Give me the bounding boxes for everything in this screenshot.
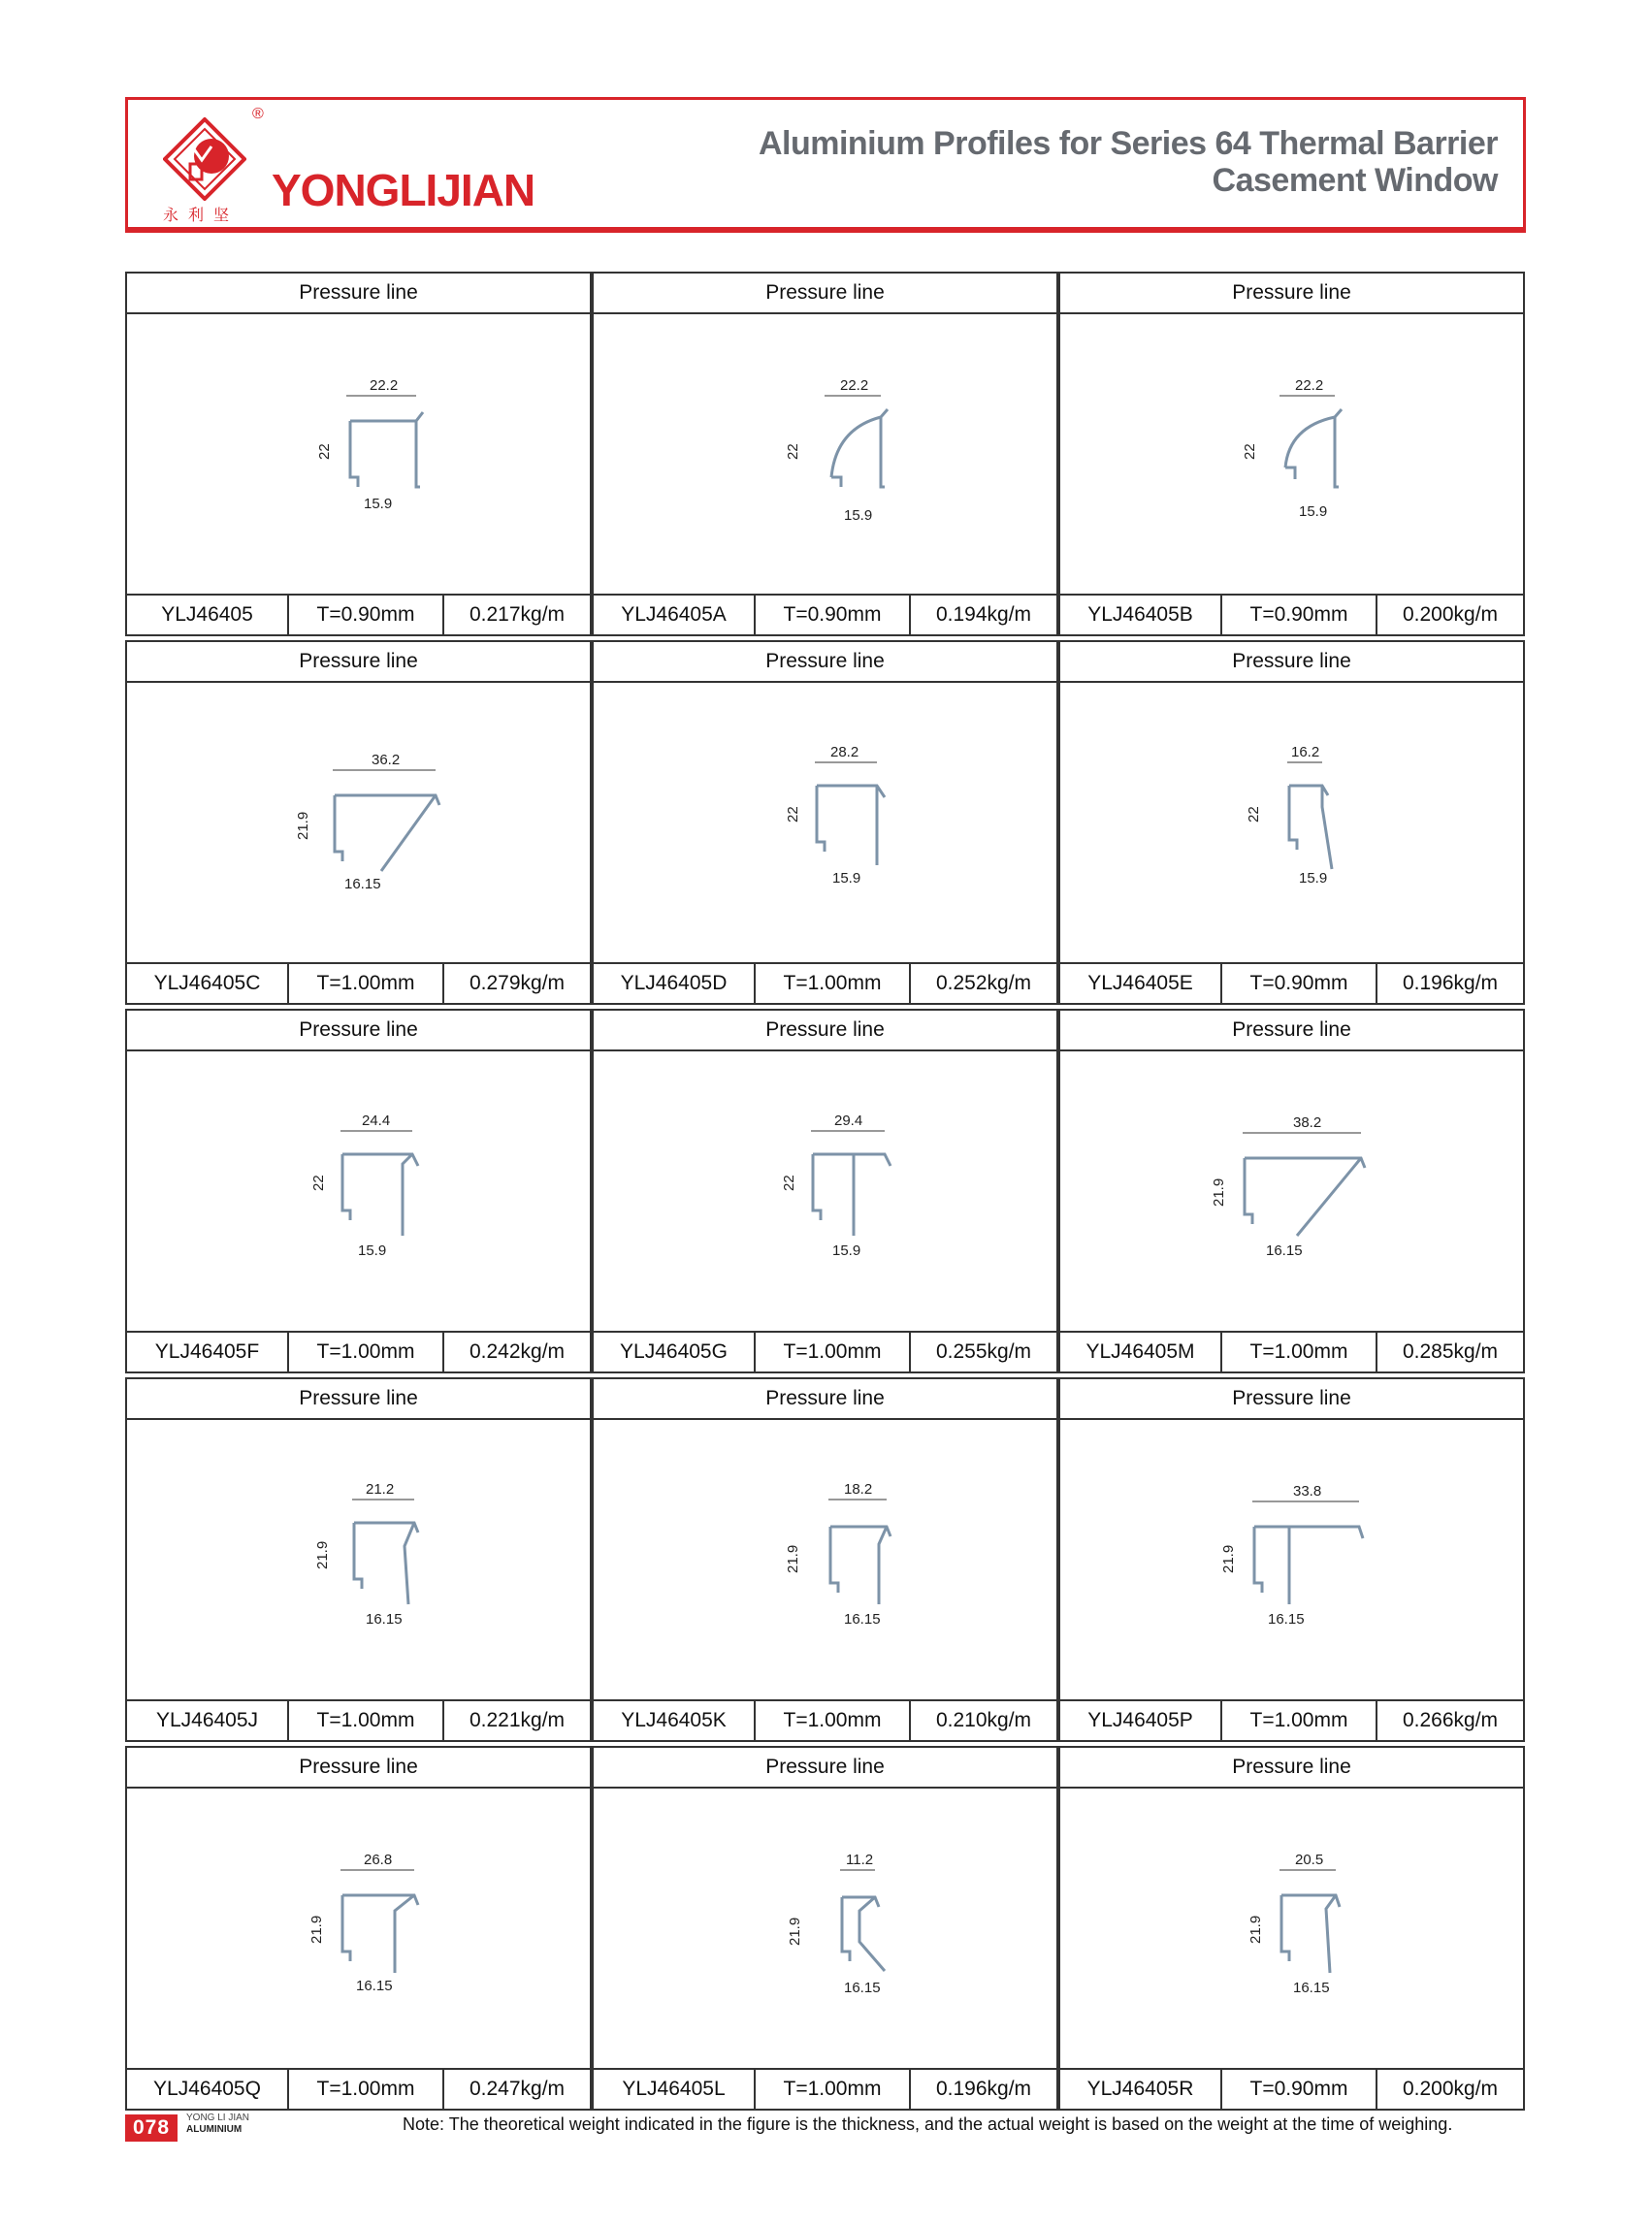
- page-number: 078: [125, 2114, 178, 2142]
- profile-cell: [125, 1009, 592, 1373]
- profile-drawing-svg: [127, 1787, 590, 2072]
- profile-drawing-svg: [1060, 312, 1523, 597]
- profile-cell: [1058, 640, 1525, 1005]
- footer-brand-line2: ALUMINIUM: [186, 2124, 243, 2135]
- profile-drawing: [127, 681, 590, 966]
- dim-width: 11.2: [846, 1852, 874, 1868]
- profile-cell: [592, 640, 1058, 1005]
- dim-width: 18.2: [844, 1481, 873, 1498]
- dim-height: 21.9: [1220, 1544, 1237, 1573]
- dim-height: 22: [1246, 806, 1262, 823]
- profile-cell: [1058, 1377, 1525, 1742]
- registered-mark: ®: [252, 106, 264, 122]
- profile-weight: 0.217kg/m: [469, 603, 566, 626]
- profile-drawing-svg: [594, 312, 1056, 597]
- profile-specs: [1060, 2068, 1523, 2109]
- dim-width: 36.2: [372, 752, 401, 768]
- profile-specs: [1060, 1331, 1523, 1371]
- dim-base: 15.9: [844, 507, 873, 524]
- dim-base: 16.15: [356, 1978, 393, 1994]
- profile-specs: [127, 2068, 590, 2109]
- profile-specs: [127, 962, 590, 1003]
- profile-code: YLJ46405J: [127, 1701, 289, 1740]
- profile-label: Pressure line: [594, 1011, 1056, 1051]
- profile-thickness: T=0.90mm: [289, 596, 444, 634]
- profile-label: Pressure line: [594, 274, 1056, 314]
- profile-cell: [592, 1009, 1058, 1373]
- profile-drawing: [594, 681, 1056, 966]
- brand-cn: 永利坚: [163, 208, 240, 224]
- dim-width: 16.2: [1291, 744, 1320, 760]
- profile-code: YLJ46405A: [594, 596, 756, 634]
- profile-thickness: T=0.90mm: [756, 596, 911, 634]
- dim-width: 21.2: [366, 1481, 395, 1498]
- profile-drawing-svg: [1060, 681, 1523, 966]
- profile-specs: [127, 1699, 590, 1740]
- profile-label: Pressure line: [127, 274, 590, 314]
- profile-code: YLJ46405K: [594, 1701, 756, 1740]
- dim-height: 21.9: [1211, 1178, 1227, 1207]
- table-row: [125, 1377, 1526, 1742]
- profile-drawing: [127, 1787, 590, 2072]
- profile-specs: [594, 962, 1056, 1003]
- dim-base: 16.15: [366, 1611, 403, 1628]
- profile-weight: 0.255kg/m: [935, 1340, 1032, 1363]
- dim-height: 21.9: [314, 1540, 331, 1569]
- profile-drawing: [1060, 681, 1523, 966]
- profile-drawing-svg: [594, 681, 1056, 966]
- profile-drawing-svg: [127, 681, 590, 966]
- profile-cell: [592, 1377, 1058, 1742]
- profile-thickness: T=1.00mm: [1222, 1333, 1377, 1371]
- title-line-1: Aluminium Profiles for Series 64 Thermal Barrier: [758, 125, 1498, 162]
- title-line-2: Casement Window: [1212, 162, 1498, 199]
- dim-base: 16.15: [844, 1980, 881, 1996]
- profile-specs: [127, 594, 590, 634]
- profile-cell: [592, 1746, 1058, 2111]
- profile-code: YLJ46405E: [1060, 964, 1222, 1003]
- profile-drawing: [127, 1418, 590, 1703]
- dim-width: 22.2: [1295, 377, 1324, 394]
- dim-width: 33.8: [1293, 1483, 1322, 1500]
- dim-height: 22: [785, 806, 801, 823]
- dim-height: 21.9: [308, 1915, 325, 1944]
- profile-drawing-svg: [127, 312, 590, 597]
- profile-cell: [125, 272, 592, 636]
- profile-label: Pressure line: [594, 1379, 1056, 1420]
- profile-drawing-svg: [127, 1418, 590, 1703]
- footer-brand: [186, 2113, 249, 2136]
- profile-drawing-svg: [594, 1787, 1056, 2072]
- profile-thickness: T=1.00mm: [756, 2070, 911, 2109]
- dim-width: 28.2: [830, 744, 859, 760]
- profile-cell: [1058, 272, 1525, 636]
- dim-height: 21.9: [295, 811, 311, 840]
- profile-drawing: [1060, 1049, 1523, 1335]
- dim-height: 21.9: [787, 1917, 803, 1946]
- profile-thickness: T=1.00mm: [756, 964, 911, 1003]
- profile-thickness: T=0.90mm: [1222, 2070, 1377, 2109]
- profile-specs: [127, 1331, 590, 1371]
- profile-drawing: [594, 312, 1056, 597]
- profile-specs: [594, 1331, 1056, 1371]
- profile-weight: 0.221kg/m: [469, 1709, 566, 1731]
- profile-weight: 0.200kg/m: [1402, 2078, 1499, 2100]
- dim-width: 24.4: [362, 1113, 391, 1129]
- profile-thickness: T=0.90mm: [1222, 964, 1377, 1003]
- profile-code: YLJ46405: [127, 596, 289, 634]
- dim-base: 16.15: [844, 1611, 881, 1628]
- profile-code: YLJ46405D: [594, 964, 756, 1003]
- profile-code: YLJ46405M: [1060, 1333, 1222, 1371]
- profile-label: Pressure line: [127, 1748, 590, 1789]
- table-row: [125, 1009, 1526, 1373]
- dim-width: 26.8: [364, 1852, 393, 1868]
- brand-name: YONGLIJIAN: [272, 165, 535, 215]
- profile-drawing-svg: [1060, 1049, 1523, 1335]
- profile-code: YLJ46405C: [127, 964, 289, 1003]
- profile-label: Pressure line: [1060, 274, 1523, 314]
- profile-code: YLJ46405R: [1060, 2070, 1222, 2109]
- dim-height: 22: [785, 443, 801, 460]
- dim-height: 22: [1242, 443, 1258, 460]
- dim-height: 22: [316, 443, 333, 460]
- brand-logo-icon: [163, 117, 246, 201]
- dim-base: 16.15: [344, 876, 381, 892]
- profile-drawing-svg: [127, 1049, 590, 1335]
- profile-weight: 0.285kg/m: [1402, 1340, 1499, 1363]
- profile-cell: [1058, 1746, 1525, 2111]
- profile-thickness: T=1.00mm: [289, 2070, 444, 2109]
- profile-thickness: T=1.00mm: [289, 964, 444, 1003]
- profile-label: Pressure line: [594, 1748, 1056, 1789]
- profile-code: YLJ46405G: [594, 1333, 756, 1371]
- profile-cell: [125, 640, 592, 1005]
- profile-cell: [125, 1746, 592, 2111]
- page-title: [759, 125, 1498, 199]
- table-row: [125, 640, 1526, 1005]
- dim-base: 16.15: [1268, 1611, 1305, 1628]
- table-row: [125, 272, 1526, 636]
- dim-base: 16.15: [1293, 1980, 1330, 1996]
- profile-thickness: T=1.00mm: [756, 1333, 911, 1371]
- dim-width: 38.2: [1293, 1114, 1322, 1131]
- profile-weight: 0.200kg/m: [1402, 603, 1499, 626]
- profile-drawing-svg: [1060, 1418, 1523, 1703]
- profile-cell: [592, 272, 1058, 636]
- profile-drawing: [1060, 1787, 1523, 2072]
- profile-drawing: [594, 1049, 1056, 1335]
- profile-specs: [594, 594, 1056, 634]
- profile-thickness: T=1.00mm: [289, 1333, 444, 1371]
- profile-table: [125, 272, 1526, 2111]
- profile-label: Pressure line: [1060, 642, 1523, 683]
- dim-width: 20.5: [1295, 1852, 1324, 1868]
- profile-specs: [1060, 594, 1523, 634]
- profile-drawing: [127, 312, 590, 597]
- profile-weight: 0.194kg/m: [935, 603, 1032, 626]
- table-row: [125, 1746, 1526, 2111]
- dim-width: 22.2: [370, 377, 399, 394]
- profile-specs: [594, 2068, 1056, 2109]
- profile-label: Pressure line: [127, 1379, 590, 1420]
- profile-weight: 0.252kg/m: [935, 972, 1032, 994]
- profile-label: Pressure line: [1060, 1379, 1523, 1420]
- footer-brand-line1: YONG LI JIAN: [186, 2113, 250, 2123]
- profile-code: YLJ46405B: [1060, 596, 1222, 634]
- profile-label: Pressure line: [127, 1011, 590, 1051]
- profile-drawing: [127, 1049, 590, 1335]
- profile-weight: 0.279kg/m: [469, 972, 566, 994]
- profile-code: YLJ46405Q: [127, 2070, 289, 2109]
- profile-thickness: T=1.00mm: [756, 1701, 911, 1740]
- profile-specs: [1060, 1699, 1523, 1740]
- profile-weight: 0.196kg/m: [1402, 972, 1499, 994]
- profile-label: Pressure line: [1060, 1011, 1523, 1051]
- profile-thickness: T=0.90mm: [1222, 596, 1377, 634]
- dim-height: 21.9: [1247, 1915, 1264, 1944]
- profile-drawing-svg: [594, 1418, 1056, 1703]
- dim-base: 15.9: [1299, 870, 1328, 887]
- profile-thickness: T=1.00mm: [1222, 1701, 1377, 1740]
- profile-drawing: [594, 1418, 1056, 1703]
- profile-drawing-svg: [594, 1049, 1056, 1335]
- profile-code: YLJ46405F: [127, 1333, 289, 1371]
- profile-drawing: [594, 1787, 1056, 2072]
- dim-height: 22: [310, 1175, 327, 1191]
- dim-base: 15.9: [832, 870, 861, 887]
- profile-weight: 0.196kg/m: [935, 2078, 1032, 2100]
- dim-height: 21.9: [785, 1544, 801, 1573]
- profile-drawing: [1060, 1418, 1523, 1703]
- dim-base: 15.9: [832, 1242, 861, 1259]
- profile-weight: 0.266kg/m: [1402, 1709, 1499, 1731]
- profile-drawing-svg: [1060, 1787, 1523, 2072]
- page-header: [125, 97, 1526, 233]
- profile-weight: 0.247kg/m: [469, 2078, 566, 2100]
- profile-specs: [594, 1699, 1056, 1740]
- footer-note: Note: The theoretical weight indicated in the figure is the thickness, and the actual weight is based on the weight at the time of weighing.: [403, 2114, 1453, 2134]
- profile-code: YLJ46405L: [594, 2070, 756, 2109]
- dim-base: 15.9: [364, 496, 393, 512]
- profile-thickness: T=1.00mm: [289, 1701, 444, 1740]
- profile-label: Pressure line: [594, 642, 1056, 683]
- dim-base: 16.15: [1266, 1242, 1303, 1259]
- dim-width: 29.4: [834, 1113, 863, 1129]
- profile-code: YLJ46405P: [1060, 1701, 1222, 1740]
- dim-base: 15.9: [358, 1242, 387, 1259]
- dim-width: 22.2: [840, 377, 869, 394]
- dim-base: 15.9: [1299, 503, 1328, 520]
- profile-cell: [1058, 1009, 1525, 1373]
- profile-cell: [125, 1377, 592, 1742]
- profile-label: Pressure line: [1060, 1748, 1523, 1789]
- profile-weight: 0.242kg/m: [469, 1340, 566, 1363]
- profile-drawing: [1060, 312, 1523, 597]
- profile-specs: [1060, 962, 1523, 1003]
- dim-height: 22: [781, 1175, 797, 1191]
- profile-weight: 0.210kg/m: [935, 1709, 1032, 1731]
- profile-label: Pressure line: [127, 642, 590, 683]
